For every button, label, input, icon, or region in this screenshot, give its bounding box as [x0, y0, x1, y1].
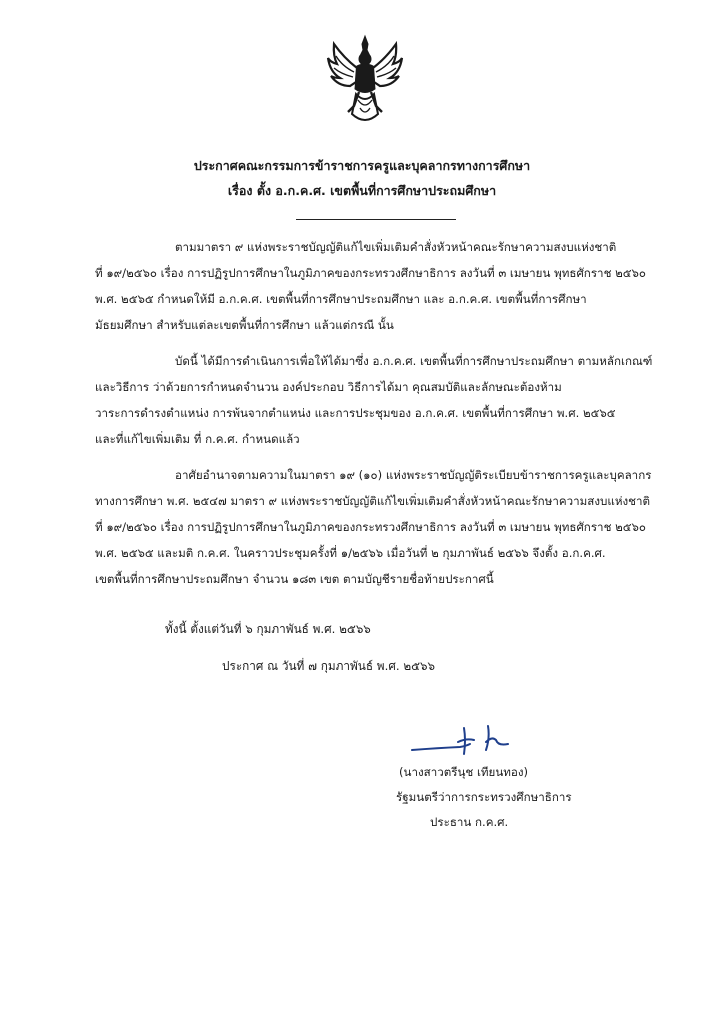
signer-position-2: ประธาน ก.ค.ศ.	[430, 815, 509, 829]
announcement-date: ประกาศ ณ วันที่ ๗ กุมภาพันธ์ พ.ศ. ๒๕๖๖	[222, 659, 436, 673]
paragraph-line: ที่ ๑๙/๒๕๖๐ เรื่อง การปฏิรูปการศึกษาในภูมิภาคของกระทรวงศึกษาธิการ ลงวันที่ ๓ เมษายน พุทธศักราช ๒๕๖๐	[95, 266, 646, 280]
paragraph-line: และที่แก้ไขเพิ่มเติม ที่ ก.ค.ศ. กำหนดแล้ว	[95, 432, 300, 446]
title-line-2: เรื่อง ตั้ง อ.ก.ค.ศ. เขตพื้นที่การศึกษาประถมศึกษา	[227, 183, 497, 198]
paragraph-line: พ.ศ. ๒๕๖๕ กำหนดให้มี อ.ก.ค.ศ. เขตพื้นที่การศึกษาประถมศึกษา และ อ.ก.ค.ศ. เขตพื้นที่การศึกษา	[95, 292, 587, 306]
paragraph-line: มัธยมศึกษา สำหรับแต่ละเขตพื้นที่การศึกษา แล้วแต่กรณี นั้น	[95, 318, 394, 332]
signer-position: รัฐมนตรีว่าการกระทรวงศึกษาธิการ	[396, 790, 572, 804]
paragraph-line: พ.ศ. ๒๕๖๕ และมติ ก.ค.ศ. ในคราวประชุมครั้งที่ ๑/๒๕๖๖ เมื่อวันที่ ๒ กุมภาพันธ์ ๒๕๖๖ จึงตั้ง อ.ก.ค.ศ.	[95, 546, 606, 560]
garuda-emblem-icon	[326, 34, 404, 130]
signer-name: (นางสาวตรีนุช เทียนทอง)	[399, 765, 529, 779]
paragraph-line: เขตพื้นที่การศึกษาประถมศึกษา จำนวน ๑๘๓ เขต ตามบัญชีรายชื่อท้ายประกาศนี้	[95, 572, 494, 586]
paragraph-line: และวิธีการ ว่าด้วยการกำหนดจำนวน องค์ประกอบ วิธีการได้มา คุณสมบัติและลักษณะต้องห้าม	[95, 380, 562, 394]
paragraph-line: บัดนี้ ได้มีการดำเนินการเพื่อให้ได้มาซึ่ง อ.ก.ค.ศ. เขตพื้นที่การศึกษาประถมศึกษา ตามหลักเกณฑ์	[175, 354, 653, 368]
title-line-1: ประกาศคณะกรรมการข้าราชการครูและบุคลากรทางการศึกษา	[193, 158, 531, 173]
title-divider	[296, 219, 456, 220]
paragraph-line: ตามมาตรา ๙ แห่งพระราชบัญญัติแก้ไขเพิ่มเติมคำสั่งหัวหน้าคณะรักษาความสงบแห่งชาติ	[175, 240, 617, 254]
effective-date: ทั้งนี้ ตั้งแต่วันที่ ๖ กุมภาพันธ์ พ.ศ. ๒๕๖๖	[165, 622, 371, 636]
paragraph-line: อาศัยอำนาจตามความในมาตรา ๑๙ (๑๐) แห่งพระราชบัญญัติระเบียบข้าราชการครูและบุคลากร	[175, 468, 652, 482]
signature-icon	[408, 720, 513, 762]
paragraph-line: ที่ ๑๙/๒๕๖๐ เรื่อง การปฏิรูปการศึกษาในภูมิภาคของกระทรวงศึกษาธิการ ลงวันที่ ๓ เมษายน พุทธศักราช ๒๕๖๐	[95, 520, 646, 534]
paragraph-line: ทางการศึกษา พ.ศ. ๒๕๔๗ มาตรา ๙ แห่งพระราชบัญญัติแก้ไขเพิ่มเติมคำสั่งหัวหน้าคณะรักษาความสงบแห่งชาติ	[95, 494, 651, 508]
paragraph-line: วาระการดำรงตำแหน่ง การพ้นจากตำแหน่ง และการประชุมของ อ.ก.ค.ศ. เขตพื้นที่การศึกษา พ.ศ. ๒๕๖๕	[95, 406, 616, 420]
